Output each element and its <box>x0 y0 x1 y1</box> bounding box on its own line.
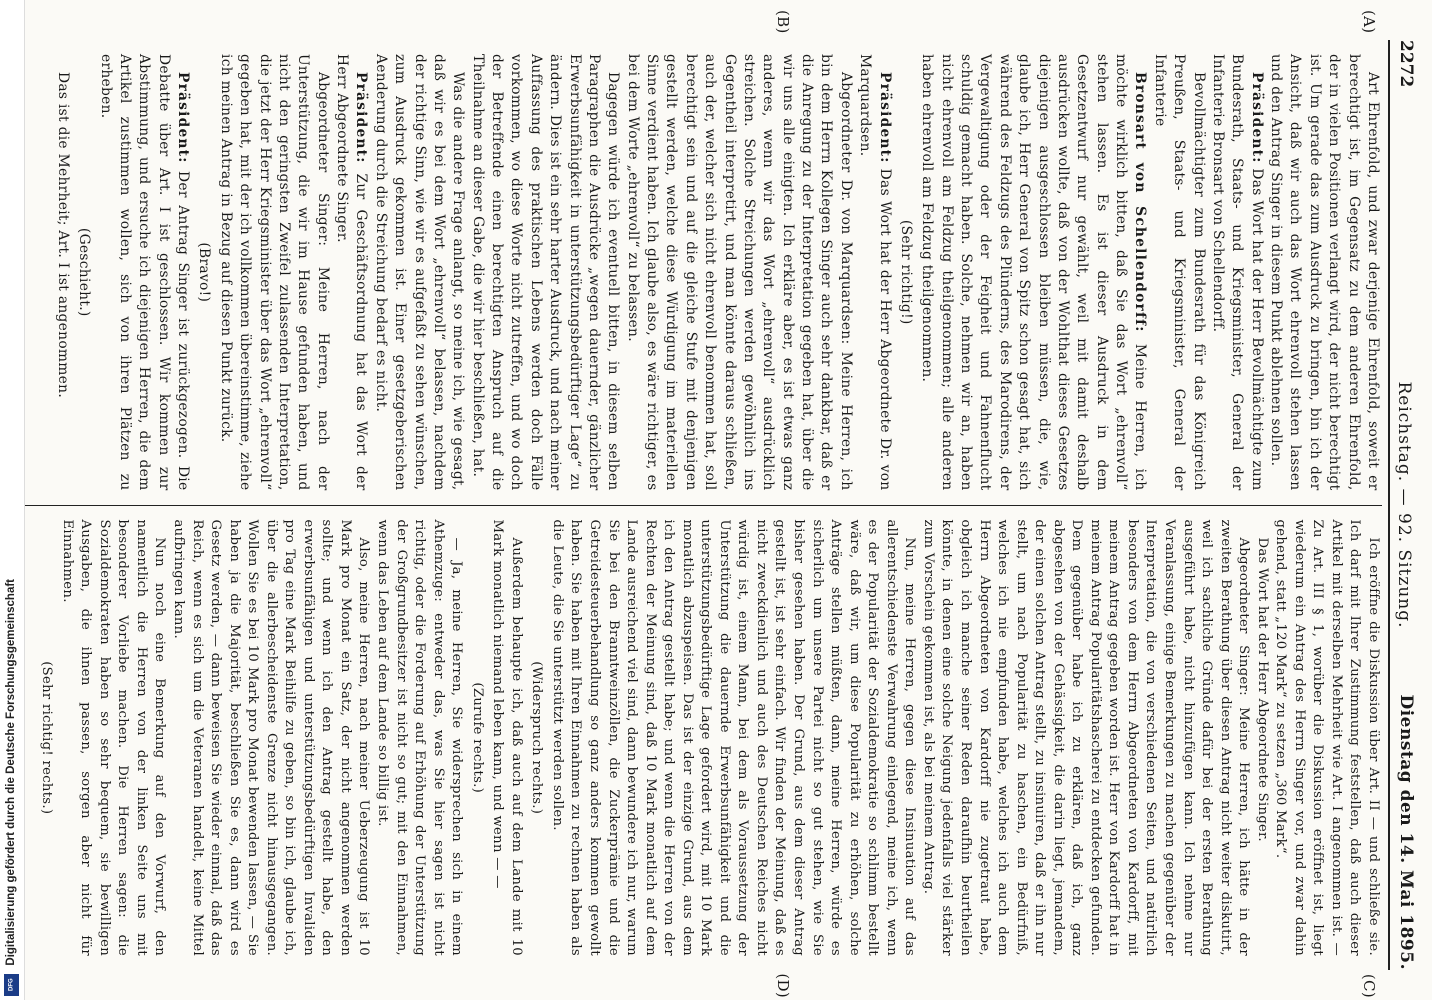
right-column <box>20 506 1382 998</box>
digitization-watermark <box>0 0 25 1000</box>
interjection: (Widerspruch rechts.) <box>529 661 545 815</box>
interjection: (Bravo!) <box>196 242 213 303</box>
paragraph-text: Abgeordneter Dr. von Marquardsen: Meine Herren, ich bin dem Herrn Kollegen Singer auch sehr dankbar, daß er die Anregung zu der Interpretation gegeben hat, über die wir uns alle einigten. Ich erkläre aber, es ist etwas ganz anderes, wenn wir das Wort „ehrenvoll“ ausdrücklich streichen. Solche Streichungen werden gewöhnlich ins Gegentheil interpretirt, und man könnte daraus schließen, auch der, welcher sich nicht ehrenvoll benommen hat, soll berechtigt sein und auf die gleiche Stufe mit denjenigen gestellt werden, welche diese Würdigung im materiellen Sinne verdient haben. Ich glaube also, es wäre richtiger, es bei dem Worte „ehrenvoll“ zu belassen. <box>624 54 854 491</box>
paragraph <box>917 54 1150 491</box>
paragraph <box>622 54 855 491</box>
speaker-name: Präsident: <box>876 72 893 164</box>
paragraph-text: Nun noch eine Bemerkung auf den Vorwurf, den namentlich die Herren von der linken Seite uns mit besonderer Vorliebe machen. Die Herren sagen: die Sozialdemokraten haben so sehr bequem, sie bewilligen Ausgaben, die ihnen passen, sorgen aber nicht für Einnahmen. <box>59 519 168 956</box>
interjection: (Sehr richtig!) <box>898 219 914 325</box>
paragraph <box>1150 54 1208 491</box>
paragraph-text: Nun, meine Herren, gegen diese Insinuation auf das allerentschiedenste Verwahrung einlegend, meine ich, wenn es der Popularität der Sozialdemokratie so schlimm bestellt wäre, daß wir, um diese Popularität zu erhöhen, solche Anträge stellen müßten, dann, meine Herren, würde es sicherlich um unsere Partei nicht so gut stehen, wie Sie bisher gesehen haben. Der Grund, aus dem dieser Antrag gestellt ist, ist sehr einfach. Wir finden der Meinung, daß es nicht zweckdienlich und auch des Deutschen Reiches nicht würdig ist, einem Mann, bei dem als Voraussetzung der Unterstützung die dauernde Erwerbsunfähigkeit und die unterstützungsbedürftige Lage gefordert wird, mit 10 Mark monatlich abzuspeisen. Das ist der einzige Grund, aus dem ich den Antrag gestellt habe; und wenn die Herren von der Rechten der Meinung sind, daß 10 Mark monatlich auf dem Lande ausreichend viel sind, dann bewundere ich nur, warum Sie bei den Branntweinzöllen, die Zuckerprämie und die Getreidesteuerbehandlung so ganz anders kommen gewollt haben. Sie haben mit Ihren Einnahmen zu rechnen haben als die Leute, die Sie unterstützt werden sollen. <box>549 519 918 956</box>
page-number: 2272 <box>1396 40 1416 88</box>
speaker-name: Präsident: <box>175 72 192 164</box>
interjection: (Zurufe rechts.) <box>469 682 485 794</box>
paragraph <box>855 54 894 491</box>
paragraph-text: Außerdem behaupte ich, daß auch auf dem Lande mit 10 Mark monatlich niemand leben kann, und wenn — — <box>490 519 524 956</box>
watermark-text: Digitalisierung gefördert durch die Deutsche Forschungsgemeinschaft <box>5 579 17 966</box>
speaker-name: Präsident: <box>1248 72 1265 164</box>
text-columns <box>20 10 1382 998</box>
paragraph <box>1266 54 1382 491</box>
session-date: Dienstag den 14. Mai 1895. <box>1396 694 1416 970</box>
paragraph-text: Der Antrag Singer ist zurückgezogen. Die Debatte über Art. I ist geschlossen. Wir kommen zur Abstimmung, und ersuche ich diejenigen Herren, die dem Artikel zustimmen wollen, sich von ihren Plätzen zu erheben. <box>97 54 192 491</box>
running-title: Reichstag. — 92. Sitzung. <box>1394 381 1414 629</box>
paragraph <box>168 520 372 957</box>
paragraph <box>372 520 465 957</box>
paragraph-text: Was die andere Frage anlangt, so meine ich, wie gesagt, daß wir es bei dem Wort „ehrenvoll“ belassen, nachdem der richtige Sinn, wie wir es aufgefaßt zu sehen wünschen, zum Ausdruck gekommen ist. Einer gesetzgeberischen Aenderung durch die Streichung bedarf es nicht. <box>372 54 467 491</box>
paragraph <box>53 54 72 491</box>
margin-marker-c: (C) <box>1360 973 1378 998</box>
paragraph-text: Zur Geschäftsordnung hat das Wort der Herr Abgeordnete Singer. <box>334 54 370 491</box>
paragraph-text: Meine Herren, ich möchte wirklich bitten, daß Sie das Wort „ehrenvoll“ stehen lassen. Es ist dieser Ausdruck in dem Gesetzentwurf nur gewählt, weil mit damit deshalb ausdrücken wollte, daß von der Wohlthat dieses Gesetzes diejenigen ausgeschlossen bleiben müssen, die, wie, glaube ich, Herr General von Spitz schon gesagt hat, sich während des Feldzugs des Plünderns, des Marodirens, der Vergewaltigung oder der Feigheit und Fahnenflucht schuldig gemacht haben. Solche, nehmen wir an, haben nicht ehrenvoll am Feldzug theilgenommen; alle anderen haben ehrenvoll am Feldzug theilgenommen. <box>919 54 1149 491</box>
interjection: (Geschieht.) <box>76 227 93 317</box>
left-column <box>20 10 1382 505</box>
speaker-name: Bronsart von Schellendorff: <box>1132 72 1149 333</box>
page-header <box>1388 40 1418 970</box>
paragraph <box>371 54 468 491</box>
paragraph <box>467 54 622 491</box>
dfg-logo: DFG <box>4 974 19 996</box>
paragraph-text: Bevollmächtigter zum Bundesrath für das Königreich Preußen, Staats- und Kriegsminister, General der Infanterie <box>1151 54 1207 491</box>
paragraph <box>216 54 332 491</box>
margin-marker-b: (B) <box>774 10 792 34</box>
paragraph-text: — Ja, meine Herren, Sie widersprechen sich in einem Athemzuge: entweder das, was Sie hier sagen ist nicht richtig, oder die Forderung auf Erhöhung der Unterstützung der Großgrundbesitzer ist nicht so gut; mit den Einnahmen, wenn das Leben auf dem Lande so billig ist. <box>375 519 465 956</box>
paragraph-text: Das Wort hat der Herr Abgeordnete Singer. <box>1254 537 1270 842</box>
paragraph-text: Also, meine Herren, nach meiner Ueberzeugung ist 10 Mark pro Monat ein Satz, der nicht angenommen werden sollte; und wenn ich den Antrag gestellt habe, den erwerbsunfähigen und unterstützungsbedürftigen Invaliden pro Tag eine Mark Beihilfe zu geben, so bin ich, glaube ich, über die allerbescheidenste Grenze nicht hinausgegangen. Wollen Sie es bei 10 Mark pro Monat bewenden lassen, — Sie haben ja die Majorität, beschließen Sie es, dann wird es Gesetz werden, — dann beweisen Sie wieder einmal, daß das Reich, wenn es sich um die Veteranen handelt, keine Mittel aufbringen kann. <box>171 519 372 956</box>
paragraph <box>488 520 525 957</box>
interjection: (Sehr richtig! rechts.) <box>39 661 55 815</box>
paragraph <box>1252 520 1271 957</box>
paragraph <box>57 520 168 957</box>
paragraph-text: Abgeordneter Singer: Meine Herren, ich hätte in der zweiten Berathung über diesen Antrag nicht weiter diskutirt, weil ich sachliche Gründe dafür bei der ersten Berathung ausgeführt habe, nicht hinzufügen kann. Ich nehme nur Veranlassung, einige Bemerkungen zu machen gegenüber der Interpretation, die von verschiedenen Seiten, und natürlich besonders von dem Herrn Abgeordneten von Kardorff, mit meinem Antrag gegeben worden ist. Herr von Kardorff hat in meinem Antrag Popularitätshascherei zu entdecken gefunden. Dem gegenüber habe ich zu erklären, daß ich, ganz abgesehen von der Gehässigkeit, die darin liegt, jemandem, der einen solchen Antrag stellt, zu insinuiren, daß er ihn nur stellt, um nach Popularität zu haschen, ein Bedürfniß, welches ich nie empfunden habe, welches ich auch dem Herrn Abgeordneten von Kardorff nie zugetraut habe, obgleich ich manche seiner Reden daraufhin beurtheilen könnte, in denen eine solche Neigung jedenfalls viel stärker zum Vorschein gekommen ist, als bei meinem Antrag. <box>920 519 1252 956</box>
paragraph <box>918 520 1252 957</box>
paragraph <box>332 54 371 491</box>
paragraph <box>1271 520 1382 957</box>
paragraph-text: Das Wort hat der Herr Bevollmächtigte zum Bundesrath, Staats- und Kriegsminister, General der Infanterie Bronsart von Schellendorff. <box>1210 54 1265 491</box>
paragraph-text: Das ist die Mehrheit; Art. I ist angenommen. <box>54 72 71 399</box>
paragraph <box>95 54 192 491</box>
speaker-name: Präsident: <box>353 72 370 164</box>
paragraph-text: Das Wort hat der Herr Abgeordnete Dr. von Marquardsen. <box>857 54 893 491</box>
paragraph-text: Art Ehrenfold, und zwar derjenige Ehrenfold, soweit er berechtigt ist, im Gegensatz zu dem anderen Ehrenfold, der in vielen Positionen verlangt wird, der nicht berechtigt ist. Um gerade das zum Ausdruck zu bringen, bin ich der Ansicht, daß wir auch das Wort ehrenvoll stehen lassen und den Antrag Singer in diesem Punkt ablehnen sollen. <box>1268 54 1381 491</box>
margin-marker-d: (D) <box>774 973 792 998</box>
paragraph-text: Abgeordneter Singer: Meine Herren, nach der Unterstützung, die wir im Hause gefunden haben, und nicht den geringsten Zweifel zulassenden Interpretation, die jetzt der Herr Kriegsminister über das Wort „ehrenvoll“ gegeben hat, mit der ich vollkommen übereinstimme, ziehe ich meinen Antrag in Bezug auf diesen Punkt zurück. <box>217 54 331 491</box>
paragraph-text: Ich eröffne die Diskussion über Art. II — und schließe sie. Ich darf mit Ihrer Zustimmung feststellen, daß auch dieser Artikel mit derselben Mehrheit wie Art. I angenommen ist. — Zu Art. III § 1, worüber die Diskussion eröffnet ist, liegt wiederum ein Antrag des Herrn Singer vor, und zwar dahin gehend, statt „120 Mark“ zu setzen „360 Mark“. <box>1273 519 1381 956</box>
margin-marker-a: (A) <box>1360 10 1378 34</box>
paragraph-text: Dagegen würde ich eventuell bitten, in diesem selben Paragraphen die Ausdrücke „wegen dauernder, gänzlicher Erwerbsunfähigkeit in unterstützungsbedürftiger Lage“ zu ändern. Dies ist ein sehr harter Ausdruck, und nach meiner Auffassung des praktischen Lebens werden doch Fälle vorkommen, wo diese Worte nicht zutreffen, und wo doch der Betreffende einen berechtigten Anspruch auf die Theilnahme an dieser Gabe, die wir hier beschließen, hat. <box>469 54 622 491</box>
paragraph <box>1208 54 1266 491</box>
paragraph <box>547 520 918 957</box>
